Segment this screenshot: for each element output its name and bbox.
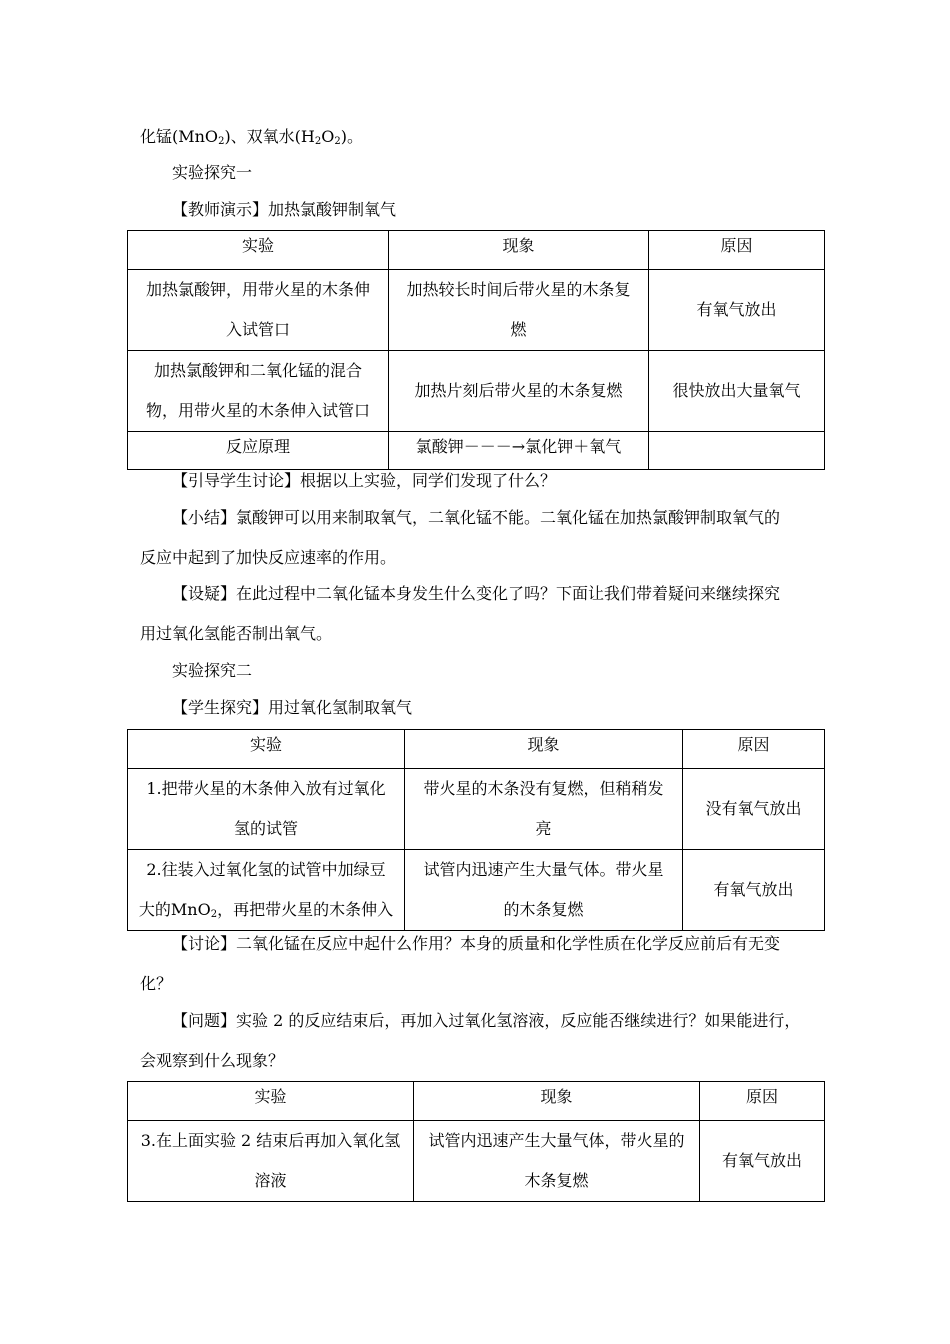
cell-principle-reason [649,432,825,470]
header-experiment: 实验 [128,1082,414,1121]
question-line-1: 【问题】实验 2 的反应结束后，再加入过氧化氢溶液，反应能否继续进行？如果能进行， [172,1011,801,1030]
cell-experiment: 加热氯酸钾和二氧化锰的混合 物，用带火星的木条伸入试管口 [128,351,389,432]
table-row [128,1121,825,1202]
table-header-row [128,231,825,270]
cell-reason: 有氧气放出 [700,1121,825,1202]
header-reason: 原因 [700,1082,825,1121]
table-row [128,850,825,931]
cell-reason: 有氧气放出 [649,270,825,351]
cell-phenomenon: 试管内迅速产生大量气体。带火星 的木条复燃 [405,850,683,931]
table-row [128,432,825,470]
header-phenomenon: 现象 [389,231,649,270]
summary-line-2: 反应中起到了加快反应速率的作用。 [140,548,397,567]
intro-text-a: 化锰(MnO [140,127,219,146]
cell-experiment: 1.把带火星的木条伸入放有过氧化 氢的试管 [128,769,405,850]
header-experiment: 实验 [128,231,389,270]
header-phenomenon: 现象 [414,1082,700,1121]
cell-experiment: 3.在上面实验 2 结束后再加入氧化氢 溶液 [128,1121,414,1202]
intro-text-c: O [321,127,335,146]
exp3-table [127,1081,825,1202]
cell-phenomenon: 加热较长时间后带火星的木条复 燃 [389,270,649,351]
table-row [128,769,825,850]
cell-principle-value: 氯酸钾－－－→氯化钾＋氧气 [389,432,649,470]
header-reason: 原因 [649,231,825,270]
header-reason: 原因 [683,730,825,769]
exp1-table [127,230,825,470]
intro-sub-2: 2 [314,136,322,147]
exp2-table [127,729,825,931]
intro-sub-3: 2 [334,136,341,147]
table-header-row [128,1082,825,1121]
exp1-title: 实验探究一 [172,163,253,182]
table-header-row [128,730,825,769]
guide-text: 【引导学生讨论】根据以上实验，同学们发现了什么？ [172,471,557,490]
exp1-subtitle: 【教师演示】加热氯酸钾制氧气 [172,200,397,219]
intro-text-d: )。 [340,127,364,146]
intro-sub-1: 2 [218,136,225,147]
intro-text-b: )、双氧水(H [224,127,315,146]
discuss-line-2: 化？ [140,974,173,993]
cell-reason: 很快放出大量氧气 [649,351,825,432]
question-line-2: 会观察到什么现象？ [140,1051,285,1070]
discuss-line-1: 【讨论】二氧化锰在反应中起什么作用？本身的质量和化学性质在化学反应前后有无变 [172,934,781,953]
doubt-line-2: 用过氧化氢能否制出氧气。 [140,624,333,643]
cell-phenomenon: 加热片刻后带火星的木条复燃 [389,351,649,432]
cell-reason: 没有氧气放出 [683,769,825,850]
summary-line-1: 【小结】氯酸钾可以用来制取氧气，二氧化锰不能。二氧化锰在加热氯酸钾制取氧气的 [172,508,781,527]
exp2-title: 实验探究二 [172,661,253,680]
cell-principle-label: 反应原理 [128,432,389,470]
cell-experiment: 2.往装入过氧化氢的试管中加绿豆 大的MnO$_2$，再把带火星的木条伸入 [128,850,405,931]
table-row [128,270,825,351]
cell-phenomenon: 带火星的木条没有复燃，但稍稍发 亮 [405,769,683,850]
header-experiment: 实验 [128,730,405,769]
table-row [128,351,825,432]
cell-experiment: 加热氯酸钾，用带火星的木条伸 入试管口 [128,270,389,351]
intro-line [140,127,363,147]
cell-reason: 有氧气放出 [683,850,825,931]
exp2-subtitle: 【学生探究】用过氧化氢制取氧气 [172,698,413,717]
doubt-line-1: 【设疑】在此过程中二氧化锰本身发生什么变化了吗？下面让我们带着疑问来继续探究 [172,584,781,603]
cell-phenomenon: 试管内迅速产生大量气体，带火星的 木条复燃 [414,1121,700,1202]
header-phenomenon: 现象 [405,730,683,769]
